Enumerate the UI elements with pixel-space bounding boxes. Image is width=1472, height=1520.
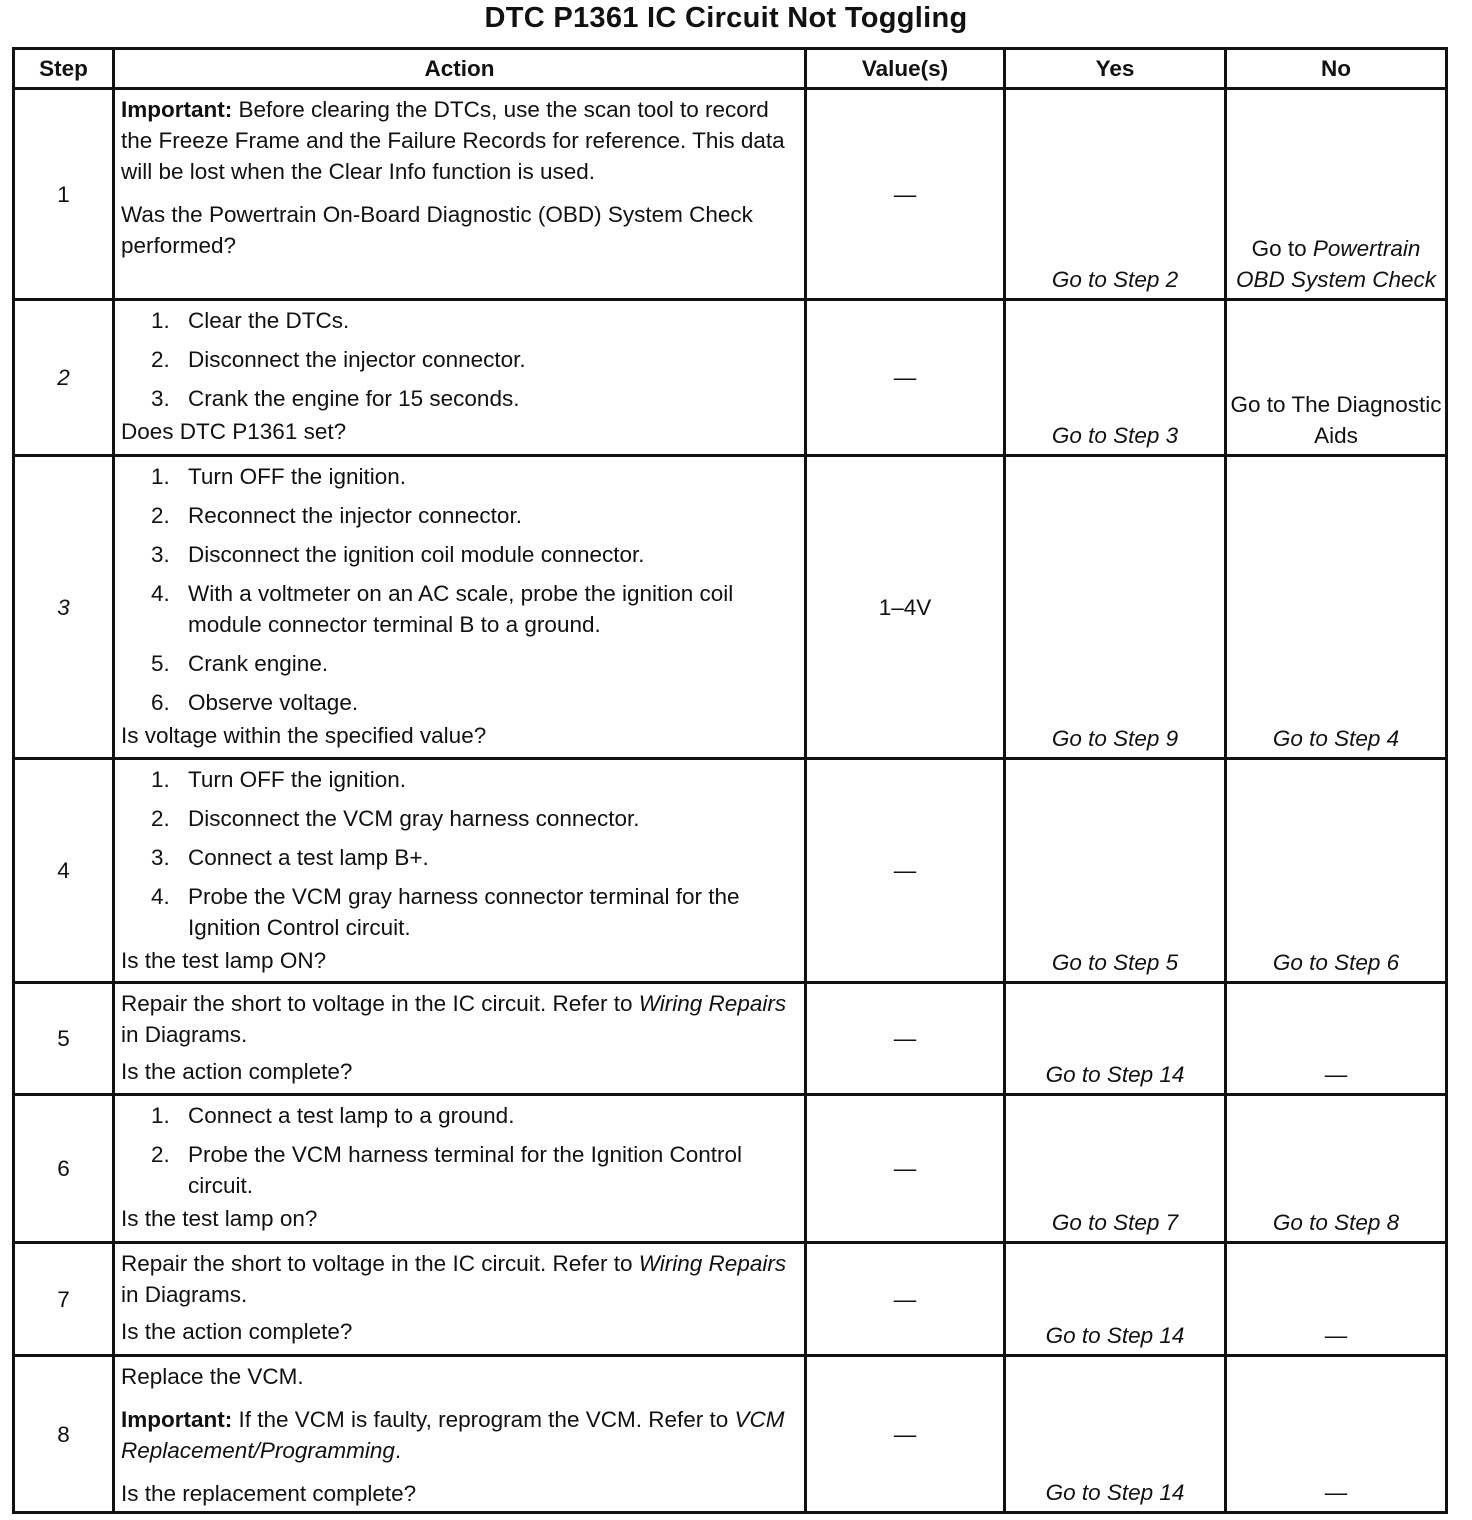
list-item-text: Disconnect the injector connector.	[188, 347, 526, 372]
important-text: If the VCM is faulty, reprogram the VCM. Refer to	[232, 1407, 735, 1432]
goto-link[interactable]: Go to Step 8	[1272, 1210, 1400, 1235]
list-item-text: Turn OFF the ignition.	[188, 767, 407, 792]
value-cell: —	[806, 983, 1005, 1095]
page-title: DTC P1361 IC Circuit Not Toggling	[484, 2, 968, 34]
list-item-text: Connect a test lamp B+.	[188, 845, 429, 870]
no-cell: —	[1226, 1243, 1447, 1356]
no-cell	[1226, 1095, 1447, 1243]
column-header-values: Value(s)	[806, 49, 1005, 89]
important-label: Important:	[121, 1407, 233, 1432]
list-item-text: Crank the engine for 15 seconds.	[188, 386, 520, 411]
list-item	[121, 1139, 798, 1201]
list-item-text: Reconnect the injector connector.	[188, 503, 522, 528]
no-prefix: Go to	[1251, 236, 1313, 261]
list-item	[121, 539, 798, 570]
action-cell	[114, 300, 806, 456]
yes-cell	[1005, 1095, 1226, 1243]
yes-cell	[1005, 89, 1226, 300]
important-label: Important:	[121, 97, 233, 122]
no-cell: —	[1226, 1356, 1447, 1513]
list-item	[121, 803, 798, 834]
list-item	[121, 344, 798, 375]
table-row	[14, 759, 1447, 983]
yes-cell	[1005, 759, 1226, 983]
step-number: 4	[14, 759, 114, 983]
step-number: 1	[14, 89, 114, 300]
list-item-number: 2.	[151, 503, 170, 528]
table-row	[14, 1356, 1447, 1513]
reference-link[interactable]: Wiring Repairs	[638, 991, 787, 1016]
list-item	[121, 461, 798, 492]
goto-link[interactable]: Go to The Diagnostic Aids	[1230, 392, 1442, 448]
step-number: 6	[14, 1095, 114, 1243]
list-item-number: 3.	[151, 542, 170, 567]
list-item	[121, 842, 798, 873]
list-item	[121, 881, 798, 943]
goto-link[interactable]: Go to Step 5	[1051, 950, 1179, 975]
step-question: Is the replacement complete?	[121, 1481, 417, 1506]
list-item-number: 3.	[151, 845, 170, 870]
goto-link[interactable]: Go to Step 2	[1051, 267, 1179, 292]
column-header-action: Action	[114, 49, 806, 89]
action-text-part: in Diagrams.	[121, 1022, 248, 1047]
action-cell	[114, 983, 806, 1095]
important-text: .	[394, 1438, 402, 1463]
list-item	[121, 305, 798, 336]
step-question: Is the action complete?	[121, 1319, 353, 1344]
yes-cell	[1005, 456, 1226, 759]
yes-cell	[1005, 983, 1226, 1095]
no-cell	[1226, 89, 1447, 300]
important-note	[121, 94, 798, 187]
step-question: Is the action complete?	[121, 1059, 353, 1084]
list-item-text: Probe the VCM gray harness connector terminal for the Ignition Control circuit.	[188, 884, 740, 940]
reference-link[interactable]: Wiring Repairs	[638, 1251, 787, 1276]
no-cell	[1226, 456, 1447, 759]
no-cell: —	[1226, 983, 1447, 1095]
column-header-step: Step	[14, 49, 114, 89]
step-question: Was the Powertrain On-Board Diagnostic (OBD) System Check performed?	[121, 202, 753, 258]
yes-cell	[1005, 1356, 1226, 1513]
list-item-text: Clear the DTCs.	[188, 308, 350, 333]
list-item-number: 1.	[151, 464, 170, 489]
list-item-number: 3.	[151, 386, 170, 411]
goto-link[interactable]: Go to Step 14	[1045, 1062, 1185, 1087]
value-cell: —	[806, 89, 1005, 300]
list-item-number: 4.	[151, 581, 170, 606]
action-text-part: Repair the short to voltage in the IC circuit. Refer to	[121, 991, 639, 1016]
diagnostic-table	[12, 47, 1448, 1514]
step-number: 8	[14, 1356, 114, 1513]
important-note	[121, 1404, 798, 1466]
value-cell: —	[806, 759, 1005, 983]
list-item-number: 4.	[151, 884, 170, 909]
important-text: Before clearing the DTCs, use the scan tool to record the Freeze Frame and the Failure Records for reference. This data will be lost when the Clear Info function is used.	[121, 97, 785, 184]
list-item-number: 1.	[151, 767, 170, 792]
step-question: Is the test lamp on?	[121, 1206, 318, 1231]
step-number: 3	[14, 456, 114, 759]
list-item-number: 6.	[151, 690, 170, 715]
action-cell	[114, 759, 806, 983]
list-item-text: Disconnect the VCM gray harness connector.	[188, 806, 640, 831]
goto-link[interactable]: Go to Step 3	[1051, 423, 1179, 448]
table-row	[14, 1243, 1447, 1356]
goto-link[interactable]: Go to Step 7	[1051, 1210, 1179, 1235]
list-item	[121, 578, 798, 640]
list-item-number: 5.	[151, 651, 170, 676]
column-header-no: No	[1226, 49, 1447, 89]
list-item-text: Turn OFF the ignition.	[188, 464, 407, 489]
value-cell: —	[806, 1243, 1005, 1356]
goto-link[interactable]: Go to Step 9	[1051, 726, 1179, 751]
yes-cell	[1005, 300, 1226, 456]
list-item	[121, 764, 798, 795]
goto-link[interactable]: Go to Step 4	[1272, 726, 1400, 751]
step-number: 2	[14, 300, 114, 456]
action-text	[121, 988, 798, 1050]
list-item-text: Observe voltage.	[188, 690, 359, 715]
action-text-part: in Diagrams.	[121, 1282, 248, 1307]
list-item-number: 2.	[151, 806, 170, 831]
table-row	[14, 456, 1447, 759]
no-cell	[1226, 300, 1447, 456]
action-cell	[114, 1356, 806, 1513]
list-item	[121, 687, 798, 718]
value-cell: —	[806, 1095, 1005, 1243]
action-text: Replace the VCM.	[121, 1364, 304, 1389]
table-row	[14, 89, 1447, 300]
list-item	[121, 383, 798, 414]
procedure-list	[121, 764, 798, 943]
goto-link[interactable]: Go to Step 14	[1045, 1480, 1185, 1505]
step-question: Is voltage within the specified value?	[121, 723, 487, 748]
list-item-number: 1.	[151, 308, 170, 333]
action-text	[121, 1248, 798, 1310]
action-cell	[114, 89, 806, 300]
list-item-number: 2.	[151, 347, 170, 372]
column-header-yes: Yes	[1005, 49, 1226, 89]
action-cell	[114, 1095, 806, 1243]
step-number: 7	[14, 1243, 114, 1356]
action-cell	[114, 456, 806, 759]
list-item	[121, 648, 798, 679]
value-cell: —	[806, 300, 1005, 456]
procedure-list	[121, 305, 798, 414]
step-number: 5	[14, 983, 114, 1095]
procedure-list	[121, 461, 798, 718]
action-cell	[114, 1243, 806, 1356]
goto-link[interactable]: Go to Step 14	[1045, 1323, 1185, 1348]
goto-link[interactable]: Powertrain OBD System Check	[1235, 236, 1437, 292]
list-item-text: With a voltmeter on an AC scale, probe the ignition coil module connector terminal B to a ground.	[188, 581, 734, 637]
list-item-number: 2.	[151, 1142, 170, 1167]
table-row	[14, 1095, 1447, 1243]
no-cell	[1226, 759, 1447, 983]
list-item	[121, 500, 798, 531]
list-item-text: Disconnect the ignition coil module connector.	[188, 542, 645, 567]
list-item-number: 1.	[151, 1103, 170, 1128]
list-item-text: Crank engine.	[188, 651, 329, 676]
list-item	[121, 1100, 798, 1131]
reference-link[interactable]: VCM Replacement/Programming	[121, 1407, 785, 1463]
list-item-text: Probe the VCM harness terminal for the Ignition Control circuit.	[188, 1142, 743, 1198]
yes-cell	[1005, 1243, 1226, 1356]
step-question: Is the test lamp ON?	[121, 948, 327, 973]
table-row	[14, 983, 1447, 1095]
table-row	[14, 300, 1447, 456]
value-cell: 1–4V	[806, 456, 1005, 759]
procedure-list	[121, 1100, 798, 1201]
step-question: Does DTC P1361 set?	[121, 419, 347, 444]
list-item-text: Connect a test lamp to a ground.	[188, 1103, 515, 1128]
action-text-part: Repair the short to voltage in the IC circuit. Refer to	[121, 1251, 639, 1276]
value-cell: —	[806, 1356, 1005, 1513]
table-header-row	[14, 49, 1447, 89]
goto-link[interactable]: Go to Step 6	[1272, 950, 1400, 975]
